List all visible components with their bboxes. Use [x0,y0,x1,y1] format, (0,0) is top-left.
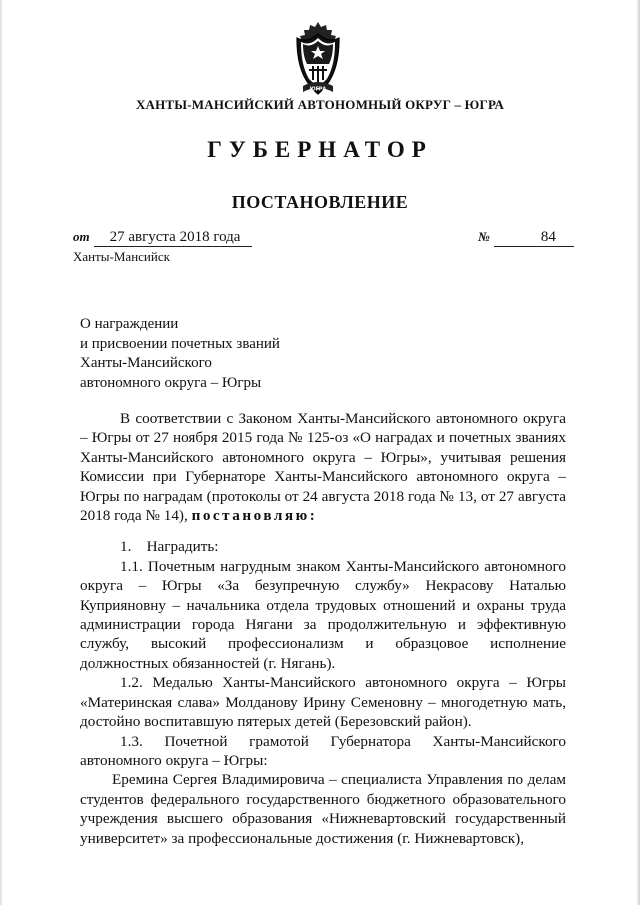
number-row [478,229,574,247]
document-type: ПОСТАНОВЛЕНИЕ [231,192,409,212]
subject-line: автономного округа – Югры [80,374,262,391]
item-1-3: 1.3. Почетной грамотой Губернатора Ханты-Мансийского автономного округа – Югры: [80,732,566,769]
item-1: 1. Наградить: [120,538,219,556]
emblem-ribbon-text: ЮГРА [309,86,327,93]
item-1-2: 1.2. Медалью Ханты-Мансийского автономного округа – Югры «Материнская слава» Молданову Ирину Семеновну – многодетную мать, достойно воспитавшую пятерых детей (Березовский район). [80,674,566,731]
subject-line: О награждении [80,316,179,332]
document-subject [80,315,280,393]
number-prefix: № [478,229,490,244]
region-name: ХАНТЫ-МАНСИЙСКИЙ АВТОНОМНЫЙ ОКРУГ – ЮГРА [135,97,505,112]
subject-line: Ханты-Мансийского [80,355,212,371]
paragraph-spacer [80,525,566,537]
resolve-word: постановляю: [191,507,318,525]
city-name: Ханты-Мансийск [73,249,170,264]
governor-title: ГУБЕРНАТОР [207,137,433,162]
preamble-paragraph [80,409,566,525]
document-body [80,409,566,848]
item-1-1: 1.1. Почетным нагрудным знаком Ханты-Мансийского автономного округа – Югры «За безупречную службу» Некрасову Наталью Куприяновну – начальника отдела трудовых отношений и охраны труда администрации города Нягани за продолжительную и эффективную службу, высокий профессионализм и образцовое исполнение должностных обязанностей (г. Нягань). [80,557,566,672]
item-1-3-recipient: Еремина Сергея Владимировича – специалиста Управления по делам студентов федерального государственного бюджетного образовательного учреждения высшего образования «Нижневартовский государственный университет» за профессиональные достижения (г. Нижневартовск), [80,771,566,847]
subject-line: и присвоении почетных званий [80,335,280,352]
preamble-text: В соответствии с Законом Ханты-Мансийского автономного округа – Югры от 27 ноября 2015 года № 125-оз «О наградах и почетных званиях Ханты-Мансийского автономного округа – Югры», учитывая решения Комиссии при Губернаторе Ханты-Мансийского автономного округа – Югры по наградам (протоколы от 24 августа 2018 года № 13, от 27 августа 2018 года № 14), [80,410,566,525]
scan-edge-left [0,0,3,905]
document-date: 27 августа 2018 года [94,229,252,247]
date-prefix: от [73,229,90,244]
date-row [73,229,252,247]
document-number: 84 [494,229,574,247]
coat-of-arms-emblem [283,20,353,100]
scan-edge-right [636,0,640,905]
